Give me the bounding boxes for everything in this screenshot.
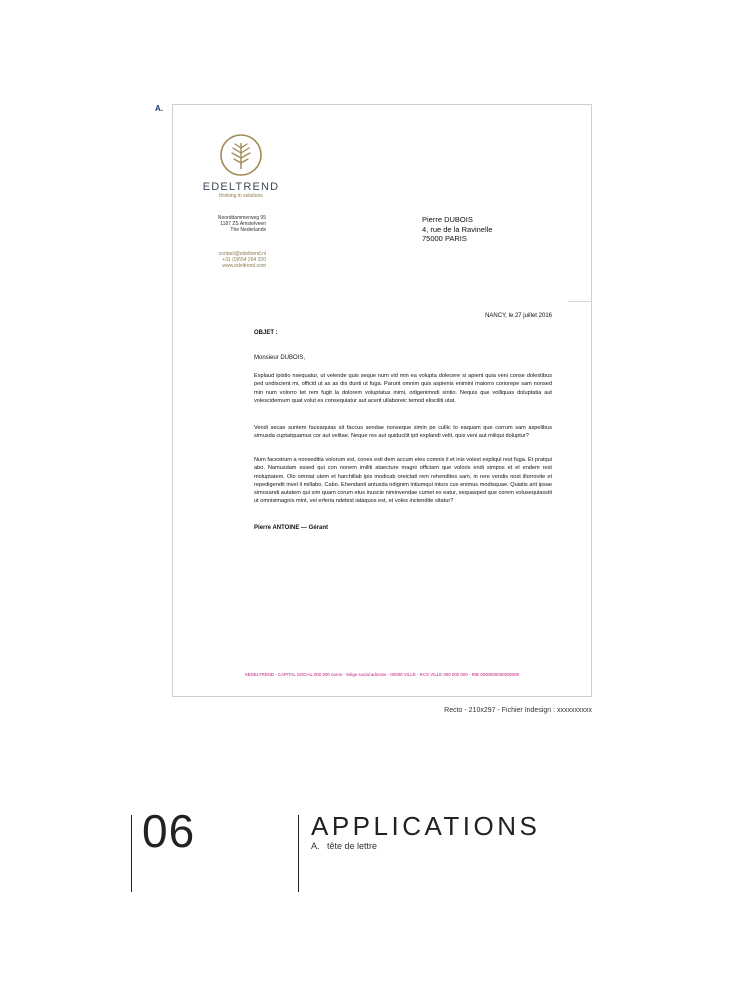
section-sub-text: tête de lettre	[327, 841, 378, 851]
brand-tagline: thinking in solutions	[219, 193, 263, 199]
letter-paragraph-3: Num facestrum a nonseditia volorum est, cones esti dem accum eles comnis il et inis volest expliqui rest fuga. Et pratqui abo. Namusdam essed qui con nonem imiliti ataecture magni officiam que voloris endi simpos et el endem rest moluptatem. Olo omniat utem et harchillab ipis modicab oreictati rem rehendites sam, in rere vendis nost illorrovite et repedigendit invel il millabo. Cabo. Ehendanti antusda ndignim intiumqui inturs cus enimus modisquae. Quiatis arit ipsae simosandi autatem qui sim quam corum etus inuscie niminvendae cumet ex eatur, sequasped que corem volusequiassiti ut omnisimagnis mint, vel erferia ndebist iataquos est, et voles inctendite sitatur?	[254, 457, 552, 505]
sender-address	[196, 215, 266, 234]
letter-signature: Pierre ANTOINE — Gérant	[254, 525, 329, 531]
recipient-street: 4, rue de la Ravinelle	[422, 224, 493, 234]
figure-label: A.	[155, 104, 163, 113]
recipient-address	[422, 215, 492, 244]
section-divider-left	[131, 815, 132, 892]
company-logo	[201, 132, 281, 199]
letter-subject: OBJET :	[254, 330, 278, 336]
recipient-city: 75000 PARIS	[422, 234, 467, 243]
letter-salutation: Monsieur DUBOIS,	[254, 355, 306, 361]
sender-contact	[196, 251, 266, 270]
sender-street: Noorddammerweg 95	[217, 215, 266, 221]
tree-logo-icon	[218, 132, 264, 178]
recipient-name: Pierre DUBOIS	[422, 215, 473, 224]
section-divider-right	[298, 815, 299, 892]
section-title: APPLICATIONS	[311, 811, 541, 841]
letter-paragraph-1: Explaud ipistio nsequatur, ut velende quis seque num vid min ea volupta dolecere si apient quia veni conse dolestibus ped undiscient mi, officid ut as as dis dunti ut fuga. Parunt omnim quis aspienis enimini maiorro coriorepe sam nonsed min num volorro tet rem fugit la dolorem voluptatus inimi, odigenimodi sintio. Nequis que volliquas doluptatia aut volescidernum quat volut es consequiatur aut acerit ullaboreic temod elisciliti utat.	[254, 373, 552, 404]
legal-footer: SEDELTREND - CAPITAL SOCIAL 000 000 euros - Siège social adresse - 00000 VILLE - RCS VILLE 000 000 000 - RIB 0000000000000000	[244, 672, 520, 677]
contact-email: contact@edeltrend.nl	[218, 251, 266, 257]
section-number: 06	[142, 805, 196, 857]
letter-paragraph-2: Vendi secae suntem faceaquias sit faccus sendae nonseque simin pe cullic to eaquam que corrum sam aspelibus simusda cuptatquamus cor aut velitae. Neque res aut quiducilit ipit explandi velit, quis veni aut miliqui doluptur?	[254, 425, 552, 440]
brand-name: EDELTREND	[202, 181, 280, 193]
section-sub-letter: A.	[311, 841, 320, 851]
contact-web: www.edeltrend.com	[222, 263, 266, 270]
contact-phone: +31 (0)654 264 320	[222, 257, 266, 264]
sender-city: 1187 ZS Amstelveen	[220, 221, 266, 228]
sender-country: The Nederlands	[230, 227, 266, 234]
fold-mark	[568, 301, 592, 302]
section-subtitle	[311, 841, 377, 851]
letter-date: NANCY, le 27 juillet 2016	[485, 313, 552, 319]
file-caption: Recto - 210x297 - Fichier Indesign : xxxxxxxxxx	[444, 707, 592, 714]
